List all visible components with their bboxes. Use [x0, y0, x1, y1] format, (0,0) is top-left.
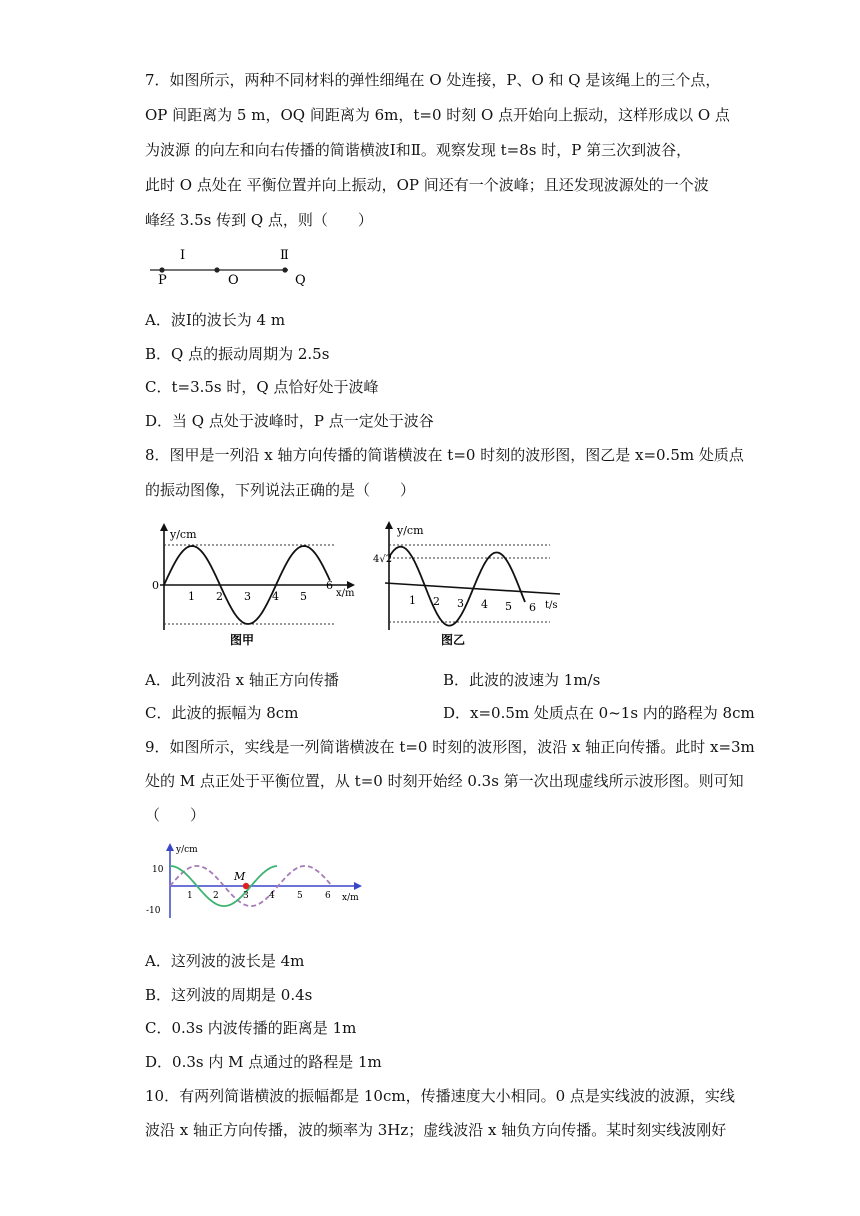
label-wave-i: Ⅰ [180, 248, 186, 263]
q7-option-d: D．当 Q 点处于波峰时，P 点一定处于波谷 [145, 412, 434, 430]
q9-option-d: D．0.3s 内 M 点通过的路程是 1m [145, 1053, 382, 1071]
q7-line-4: 此时 O 点处在 平衡位置并向上振动，OP 间还有一个波峰；且还发现波源处的一个波 [145, 176, 709, 194]
y-top-label: 10 [152, 865, 164, 875]
y-label: y/cm [397, 524, 424, 537]
q7-line-2: OP 间距离为 5 m，OQ 间距离为 6m，t=0 时刻 O 点开始向上振动，这样形成以 O 点 [145, 106, 730, 124]
q9-option-b: B．这列波的周期是 0.4s [145, 986, 313, 1004]
x-label: x/m [336, 588, 355, 599]
tick-2: 2 [216, 590, 223, 603]
tick-6: 6 [325, 891, 331, 901]
tick-4: 4 [272, 590, 279, 603]
tick-3: 3 [244, 590, 251, 603]
q7-line-5: 峰经 3.5s 传到 Q 点，则（ ） [145, 211, 373, 229]
label-wave-ii: Ⅱ [280, 248, 289, 263]
q8-figure-jia [150, 520, 365, 650]
q10-line-2: 波沿 x 轴正方向传播，波的频率为 3Hz；虚线波沿 x 轴负方向传播。某时刻实线波刚好 [145, 1121, 727, 1139]
q7-option-c: C．t=3.5s 时，Q 点恰好处于波峰 [145, 378, 379, 396]
y-label: y/cm [176, 845, 198, 855]
tick-3: 3 [457, 597, 464, 610]
point-q-dot [282, 267, 287, 272]
q9-line-3: （ ） [145, 806, 206, 824]
tick-4: 4 [269, 891, 275, 901]
q8-line-2: 的振动图像，下列说法正确的是（ ） [145, 481, 416, 499]
point-m-dot [243, 883, 249, 889]
t-label: t/s [545, 600, 558, 611]
q10-line-1: 10．有两列简谐横波的振幅都是 10cm，传播速度大小相同。0 点是实线波的波源，实线 [145, 1087, 735, 1105]
q7-option-a: A．波Ⅰ的波长为 4 m [145, 311, 286, 329]
q9-option-a: A．这列波的波长是 4m [145, 952, 305, 970]
label-q: Q [295, 273, 306, 288]
q9-figure [140, 838, 370, 923]
tick-5: 5 [505, 600, 512, 613]
q8-figure-yi [375, 518, 575, 650]
caption-jia: 图甲 [230, 633, 255, 647]
origin-label: 0 [152, 579, 159, 592]
label-m: M [234, 870, 246, 883]
q9-option-c: C．0.3s 内波传播的距离是 1m [145, 1019, 357, 1037]
x-axis-arrow [354, 882, 362, 890]
q7-option-b: B．Q 点的振动周期为 2.5s [145, 345, 330, 363]
tick-1: 1 [187, 891, 193, 901]
tick-2: 2 [433, 595, 440, 608]
tick-1: 1 [409, 594, 416, 607]
tick-6: 6 [326, 579, 333, 592]
tick-1: 1 [188, 590, 195, 603]
y-value-label: 4√2 [373, 554, 393, 565]
q8-option-d: D．x=0.5m 处质点在 0~1s 内的路程为 8cm [443, 704, 755, 722]
q9-line-2: 处的 M 点正处于平衡位置，从 t=0 时刻开始经 0.3s 第一次出现虚线所示波形图。则可知 [145, 772, 744, 790]
tick-6: 6 [529, 601, 536, 614]
q7-line-3: 为波源 的向左和向右传播的简谐横波Ⅰ和Ⅱ。观察发现 t=8s 时，P 第三次到波谷， [145, 141, 692, 159]
y-axis-arrow [166, 843, 174, 851]
tick-4: 4 [481, 598, 488, 611]
label-o: O [228, 273, 239, 288]
tick-3: 3 [243, 891, 249, 901]
point-o-dot [214, 267, 219, 272]
tick-5: 5 [297, 891, 303, 901]
q7-line-1: 7．如图所示，两种不同材料的弹性细绳在 O 处连接，P、O 和 Q 是该绳上的三个点， [145, 71, 721, 89]
tick-2: 2 [213, 891, 219, 901]
q9-line-1: 9．如图所示，实线是一列简谐横波在 t=0 时刻的波形图，波沿 x 轴正向传播。此时 x=3m [145, 738, 755, 756]
label-p: P [158, 273, 167, 288]
tick-5: 5 [300, 590, 307, 603]
q7-figure [140, 242, 320, 292]
y-axis-arrow [160, 523, 168, 531]
y-axis-arrow [385, 521, 393, 529]
x-label: x/m [342, 893, 359, 903]
vibration-curve [389, 547, 525, 626]
q8-option-b: B．此波的波速为 1m/s [443, 671, 601, 689]
y-label: y/cm [170, 528, 197, 541]
q8-option-c: C．此波的振幅为 8cm [145, 704, 299, 722]
point-p-dot [159, 267, 164, 272]
caption-yi: 图乙 [441, 633, 466, 647]
q8-line-1: 8．图甲是一列沿 x 轴方向传播的简谐横波在 t=0 时刻的波形图，图乙是 x=0.5m 处质点 [145, 446, 744, 464]
y-bottom-label: -10 [146, 906, 161, 916]
q8-option-a: A．此列波沿 x 轴正方向传播 [145, 671, 339, 689]
